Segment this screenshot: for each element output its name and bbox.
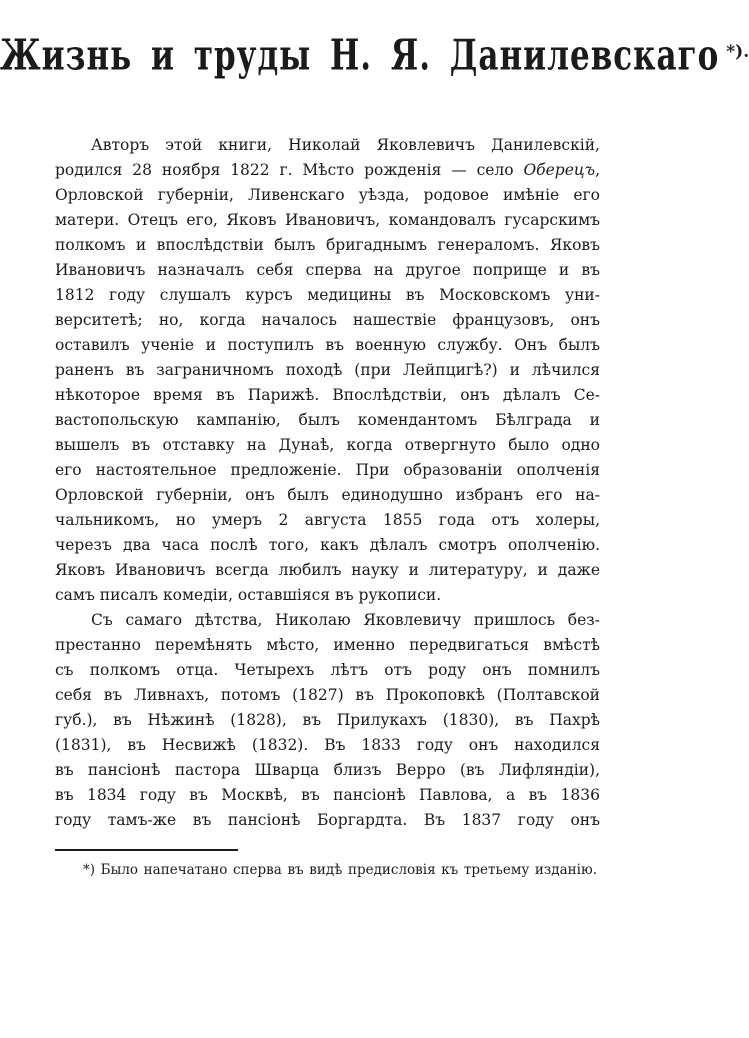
text-line: Ивановичъ назначалъ себя сперва на другое поприще и въ [55,261,600,279]
footnote [55,860,597,882]
page-title [0,31,749,81]
text-line: вышелъ въ отставку на Дунаѣ, когда отвергнуто было одно [55,436,600,454]
text-line: нѣкоторое время въ Парижѣ. Впослѣдствіи, онъ дѣлалъ Се- [55,386,600,404]
text-line: родился 28 ноября 1822 г. Мѣсто рожденія — село Оберецъ, [55,161,600,179]
text-line: Съ самаго дѣтства, Николаю Яковлевичу пришлось без- [91,611,600,629]
title-text: Жизнь и труды Н. Я. Данилевскаго [0,31,720,81]
text-line: Авторъ этой книги, Николай Яковлевичъ Данилевскій, [91,136,600,154]
text-line: верситетѣ; но, когда началось нашествіе французовъ, онъ [55,311,600,329]
title-footnote-marker: *). [726,42,749,62]
text-line: черезъ два часа послѣ того, какъ дѣлалъ смотръ ополченію. [55,536,600,554]
text-line: вастопольскую кампанію, былъ комендантомъ Бѣлграда и [55,411,600,429]
text-line: губ.), въ Нѣжинѣ (1828), въ Прилукахъ (1830), въ Пахрѣ [55,711,600,729]
text-line: оставилъ ученіе и поступилъ въ военную службу. Онъ былъ [55,336,600,354]
text-line: 1812 году слушалъ курсъ медицины въ Московскомъ уни- [55,286,600,304]
text-line: съ полкомъ отца. Четырехъ лѣтъ отъ роду онъ помнилъ [55,661,600,679]
footnote-separator [55,849,238,851]
footnote-marker: *) [83,862,96,878]
text-line: полкомъ и впослѣдствіи былъ бригаднымъ генераломъ. Яковъ [55,236,600,254]
text-line: себя въ Ливнахъ, потомъ (1827) въ Прокоповкѣ (Полтавской [55,686,600,704]
text-line: раненъ въ заграничномъ походѣ (при Лейпцигѣ?) и лѣчился [55,361,600,379]
text-line: году тамъ-же въ пансіонѣ Боргардта. Въ 1837 году онъ [55,811,600,829]
text-line: въ пансіонѣ пастора Шварца близъ Верро (въ Лифляндіи), [55,761,600,779]
text-line: Яковъ Ивановичъ всегда любилъ науку и литературу, и даже [55,561,600,579]
text-line: Орловской губерніи, онъ былъ единодушно избранъ его на- [55,486,600,504]
text-line: въ 1834 году въ Москвѣ, въ пансіонѣ Павлова, а въ 1836 [55,786,600,804]
text-line: Орловской губерніи, Ливенскаго уѣзда, родовое имѣніе его [55,186,600,204]
text-line: престанно перемѣнять мѣсто, именно передвигаться вмѣстѣ [55,636,600,654]
body-text [55,133,600,833]
text-line: чальникомъ, но умеръ 2 августа 1855 года отъ холеры, [55,511,600,529]
text-line: (1831), въ Несвижѣ (1832). Въ 1833 году онъ находился [55,736,600,754]
text-line: его настоятельное предложеніе. При образованіи ополченія [55,461,600,479]
footnote-text: Было напечатано сперва въ видѣ предисловія къ третьему изданію. [100,862,597,878]
text-line: матери. Отецъ его, Яковъ Ивановичъ, командовалъ гусарскимъ [55,211,600,229]
text-line: самъ писалъ комедіи, оставшіяся въ рукописи. [55,586,442,604]
